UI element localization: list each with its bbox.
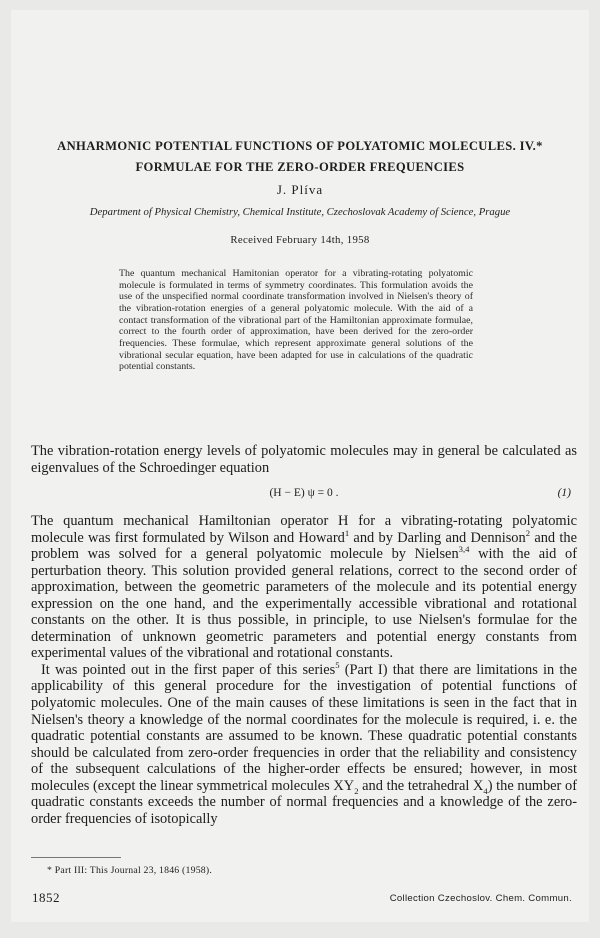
reference-2: 2 bbox=[525, 527, 531, 538]
paragraph-2-part-c: and the problem was solved for a general polyatomic molecule by Nielsen bbox=[31, 529, 577, 563]
title-line-1: ANHARMONIC POTENTIAL FUNCTIONS OF POLYATOMIC MOLECULES. IV.* bbox=[57, 139, 543, 153]
reference-3-4: 3,4 bbox=[458, 544, 470, 555]
paragraph-3-part-d: ) the number of quadratic constants exceeds the number of normal frequencies and a knowledge of the zero-order frequencies of isotopically bbox=[31, 777, 577, 827]
paragraph-2 bbox=[31, 513, 577, 827]
subscript-4: 4 bbox=[483, 785, 488, 796]
paragraph-2-part-a: The quantum mechanical Hamiltonian operator H for a vibrating-rotating polyatomic molecule was first formulated by Wilson and Howard bbox=[31, 513, 577, 546]
article-title bbox=[31, 136, 569, 178]
reference-1: 1 bbox=[344, 527, 350, 538]
page-number: 1852 bbox=[32, 890, 60, 905]
paragraph-3-part-b: (Part I) that there are limitations in the applicability of this general procedure for the investigation of potential functions of polyatomic molecules. One of the main causes of these limitations is seen in the fact that in Nielsen's theory a knowledge of the normal coordinates for the molecule is required, i. e. the quadratic potential constants are assumed to be known. These quadratic potential constants should be calculated from zero-order frequencies in order that the reliability and consistency of the subsequent calculations of the higher-order effects be ensured; however, in most molecules (except the linear symmetrical molecules XY bbox=[31, 661, 577, 794]
footnote-rule bbox=[31, 857, 121, 858]
paragraph-3-part-a: It was pointed out in the first paper of this series bbox=[41, 661, 336, 678]
affiliation: Department of Physical Chemistry, Chemical Institute, Czechoslovak Academy of Science, Prague bbox=[89, 206, 511, 218]
title-line-2: FORMULAE FOR THE ZERO-ORDER FREQUENCIES bbox=[135, 160, 465, 174]
abstract: The quantum mechanical Hamitonian operator for a vibrating-rotating polyatomic molecule is formulated in terms of symmetry coordinates. This formulation avoids the use of the unspecified normal coordinate transformation involved in Nielsen's theory of the vibration-rotation energies of a general polyatomic molecule. With the aid of a contact transformation of the vibrational part of the Hamiltonian approximate formulae, correct to the fourth order of approximation, have been derived for the zero-order frequencies. These formulae, which represent approximate general solutions of the vibrational secular equation, have been adapted for use in calculations of the quadratic potential constants. bbox=[119, 268, 473, 373]
paragraph-2-part-b: and by Darling and Dennison bbox=[349, 529, 526, 546]
subscript-2: 2 bbox=[354, 785, 359, 796]
equation-number: (1) bbox=[557, 487, 571, 499]
reference-5: 5 bbox=[335, 660, 340, 671]
paragraph-1: The vibration-rotation energy levels of polyatomic molecules may in general be calculated as eigenvalues of the Schroedinger equation bbox=[31, 443, 577, 476]
footnote: * Part III: This Journal 23, 1846 (1958). bbox=[47, 865, 213, 876]
journal-name: Collection Czechoslov. Chem. Commun. bbox=[389, 893, 572, 904]
author: J. Plíva bbox=[276, 182, 324, 197]
equation bbox=[31, 487, 577, 505]
paragraph-2-part-d: with the aid of perturbation theory. This solution provided general relations, correct to the second order of approximation, between the geometric parameters of the molecule and its potential energy expression on the one hand, and the experimentally accessible vibrational and rotational constants on the other. It is thus possible, in principle, to use Nielsen's formulae for the determination of unknown geometric parameters and potential energy constants from experimental values of the vibrational and rotational constants. bbox=[31, 546, 577, 662]
journal-page bbox=[11, 10, 589, 922]
received-date: Received February 14th, 1958 bbox=[230, 234, 370, 246]
equation-text: (H − E) ψ = 0 . bbox=[269, 487, 339, 499]
paragraph-3-part-c: and the tetrahedral X bbox=[358, 777, 484, 794]
